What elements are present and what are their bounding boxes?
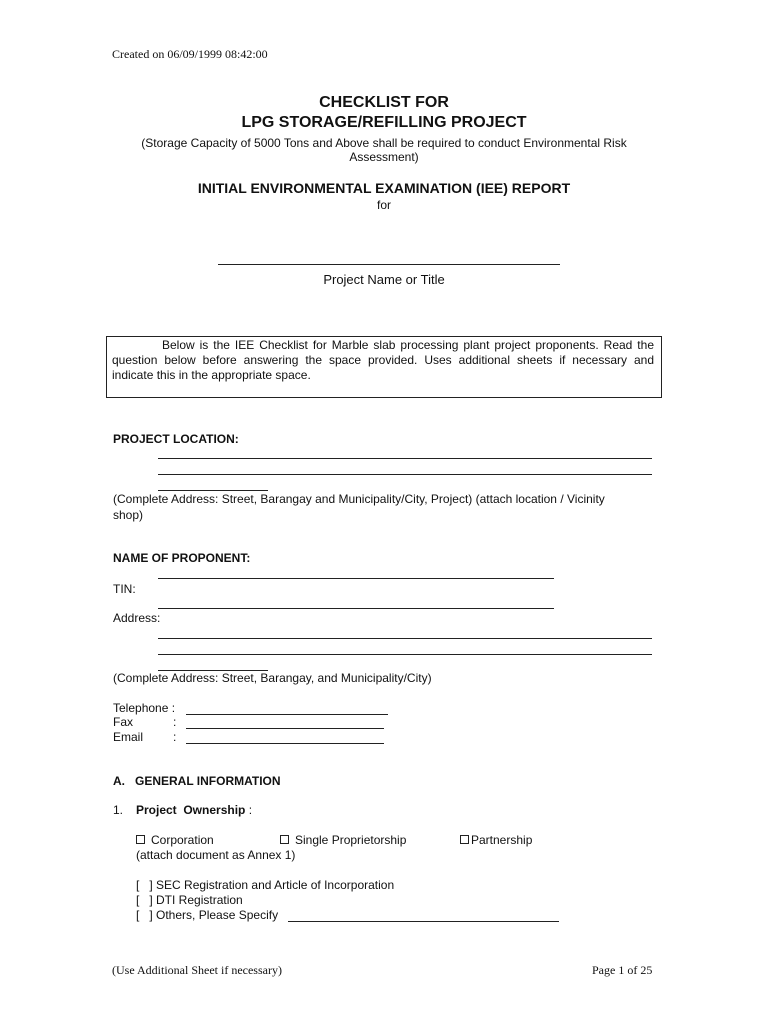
- telephone-label: Telephone :: [113, 701, 176, 715]
- location-line-1[interactable]: [158, 458, 652, 459]
- bracket-checkbox[interactable]: [ ]: [136, 878, 153, 892]
- item-1-title-row: [136, 803, 252, 817]
- bracket-checkbox[interactable]: [ ]: [136, 908, 153, 922]
- email-colon: :: [173, 730, 177, 744]
- proponent-heading: NAME OF PROPONENT:: [113, 551, 251, 565]
- project-location-heading: PROJECT LOCATION:: [113, 432, 239, 446]
- tin-line[interactable]: [158, 608, 554, 609]
- address-line-2[interactable]: [158, 654, 652, 655]
- item-1-suffix: :: [245, 803, 253, 817]
- item-1-title: Project Ownership: [136, 803, 246, 817]
- intro-text: Below is the IEE Checklist for Marble slab processing plant project proponents. Read the question below before answering the space provided. Uses additional sheets if necessary and indicate this in the appropriate space.: [112, 338, 654, 382]
- checkbox-icon[interactable]: [136, 835, 145, 844]
- email-label: Email: [113, 730, 144, 744]
- page-number: Page 1 of 25: [592, 963, 653, 977]
- tin-label: TIN:: [113, 582, 136, 596]
- location-line-3[interactable]: [158, 490, 268, 491]
- registration-others[interactable]: [136, 908, 278, 922]
- registration-label: Others, Please Specify: [156, 908, 279, 922]
- bracket-checkbox[interactable]: [ ]: [136, 893, 153, 907]
- footer-note: (Use Additional Sheet if necessary): [112, 963, 282, 977]
- project-name-label: Project Name or Title: [323, 272, 445, 287]
- location-note-line-1: (Complete Address: Street, Barangay and Municipality/City, Project) (attach location / Vicinity: [113, 492, 605, 506]
- email-line[interactable]: [186, 743, 384, 744]
- checkbox-icon[interactable]: [280, 835, 289, 844]
- option-label: Partnership: [471, 833, 533, 847]
- checkbox-icon[interactable]: [460, 835, 469, 844]
- annex-note: (attach document as Annex 1): [136, 848, 296, 862]
- location-note-line-2: shop): [113, 508, 144, 522]
- location-line-2[interactable]: [158, 474, 652, 475]
- report-title: INITIAL ENVIRONMENTAL EXAMINATION (IEE) REPORT: [197, 180, 571, 196]
- telephone-line[interactable]: [186, 714, 388, 715]
- address-line-1[interactable]: [158, 638, 652, 639]
- option-corporation[interactable]: [136, 833, 214, 847]
- option-label: Single Proprietorship: [295, 833, 407, 847]
- option-label: Corporation: [151, 833, 214, 847]
- option-partnership[interactable]: [460, 833, 532, 847]
- title-line-1: CHECKLIST FOR: [319, 94, 449, 111]
- registration-sec[interactable]: [136, 878, 394, 892]
- created-timestamp: Created on 06/09/1999 08:42:00: [112, 47, 268, 61]
- address-note: (Complete Address: Street, Barangay, and Municipality/City): [113, 671, 432, 685]
- registration-label: SEC Registration and Article of Incorporation: [156, 878, 395, 892]
- item-1-number: 1.: [113, 803, 124, 817]
- title-note-line-1: (Storage Capacity of 5000 Tons and Above shall be required to conduct Environmental Risk: [141, 136, 627, 150]
- fax-line[interactable]: [186, 728, 384, 729]
- fax-label: Fax: [113, 715, 134, 729]
- general-info-heading: A. GENERAL INFORMATION: [113, 774, 281, 788]
- fax-colon: :: [173, 715, 177, 729]
- address-label: Address:: [113, 611, 161, 625]
- registration-label: DTI Registration: [156, 893, 243, 907]
- option-single-proprietorship[interactable]: [280, 833, 406, 847]
- proponent-name-line[interactable]: [158, 578, 554, 579]
- project-name-line[interactable]: [218, 264, 560, 265]
- title-note-line-2: Assessment): [349, 150, 419, 164]
- report-for: for: [376, 198, 391, 212]
- registration-dti[interactable]: [136, 893, 243, 907]
- others-specify-line[interactable]: [288, 921, 559, 922]
- title-line-2: LPG STORAGE/REFILLING PROJECT: [241, 114, 527, 131]
